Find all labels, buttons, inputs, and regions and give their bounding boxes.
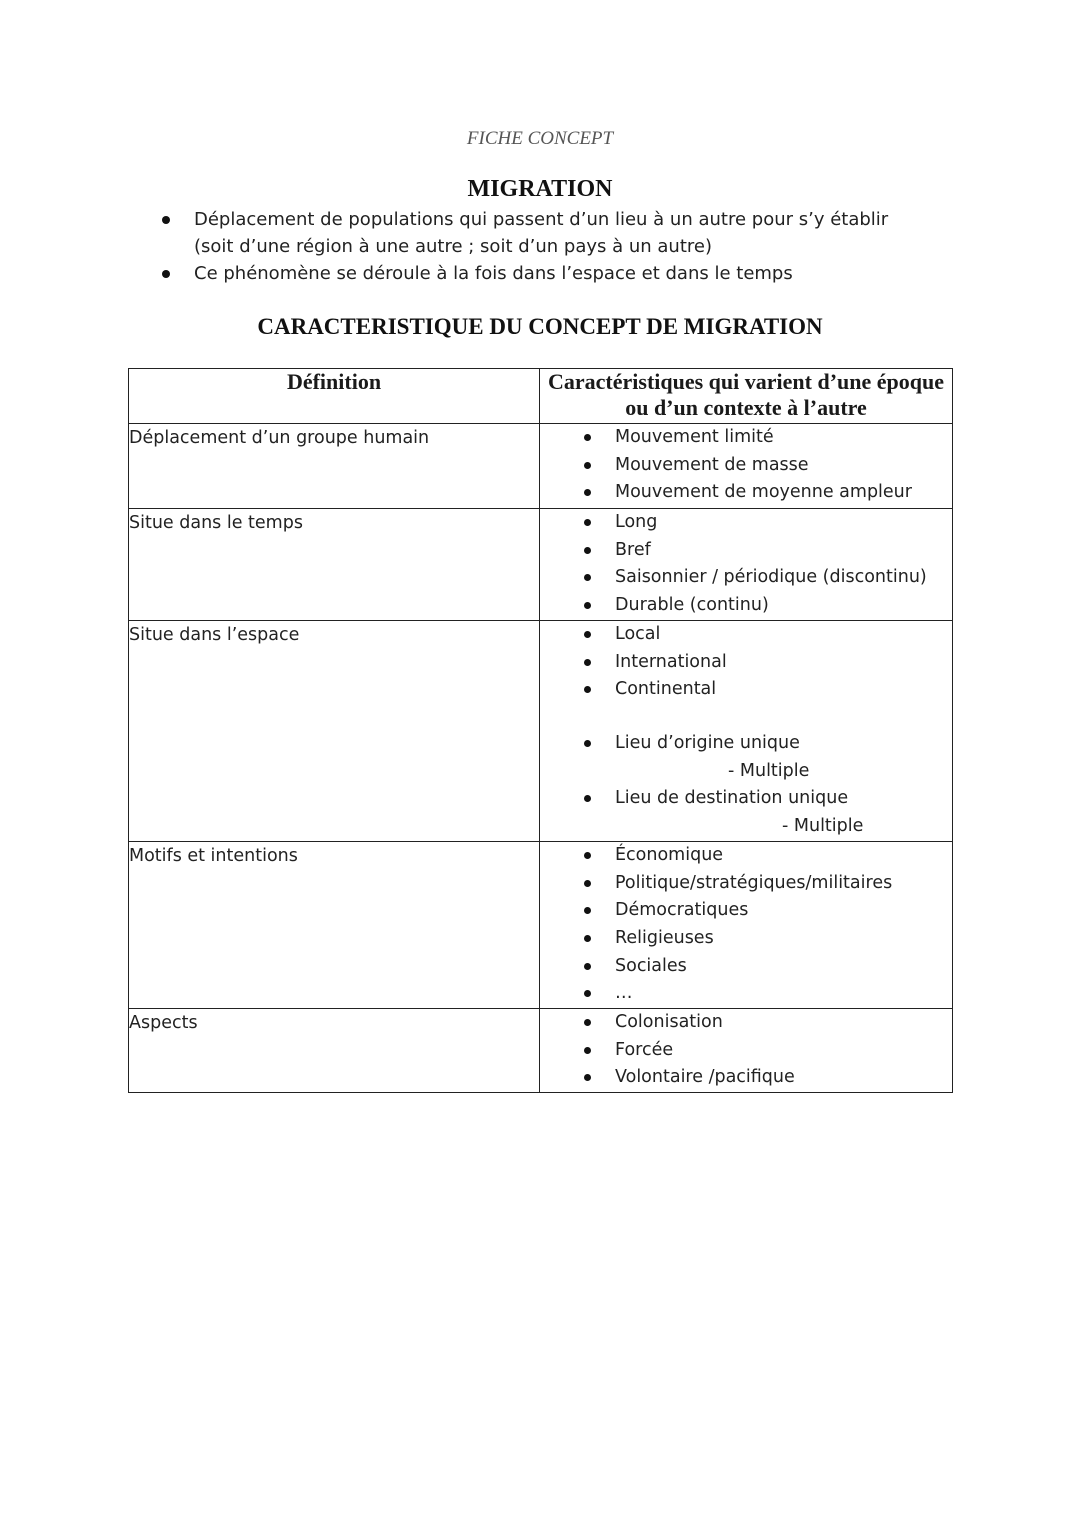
table-row: [129, 841, 953, 1008]
header-characteristics: Caractéristiques qui varient d’une époque ou d’un contexte à l’autre: [540, 369, 953, 424]
definition-cell: Situe dans l’espace: [129, 621, 540, 842]
list-item: Durable (continu): [540, 592, 952, 620]
document-title: MIGRATION: [467, 176, 613, 202]
characteristics-cell: [540, 1008, 953, 1092]
list-item: Sociales: [540, 953, 952, 981]
header-definition: Définition: [129, 369, 540, 424]
characteristics-cell: [540, 509, 953, 621]
list-item: Politique/stratégiques/militaires: [540, 870, 952, 898]
list-item: Long: [540, 509, 952, 537]
table-row: [129, 424, 953, 509]
table-header-row: [129, 369, 953, 424]
list-item: Saisonnier / périodique (discontinu): [540, 564, 952, 592]
intro-item: Ce phénomène se déroule à la fois dans l’espace et dans le temps: [160, 260, 920, 287]
list-item: Lieu d’origine unique: [540, 730, 952, 758]
list-item: Bref: [540, 537, 952, 565]
list-item: Mouvement de masse: [540, 452, 952, 480]
table-row: [129, 621, 953, 842]
characteristics-cell: [540, 621, 953, 842]
list-item: Local: [540, 621, 952, 649]
list-subitem: - Multiple: [782, 816, 864, 837]
characteristics-cell: [540, 424, 953, 509]
list-subitem: - Multiple: [728, 760, 810, 781]
list-item: Lieu de destination unique: [540, 785, 952, 813]
document-kicker: FICHE CONCEPT: [466, 128, 614, 149]
list-item: Forcée: [540, 1037, 952, 1065]
table-row: [129, 509, 953, 621]
concept-table: [128, 368, 953, 1093]
definition-cell: Motifs et intentions: [129, 841, 540, 1008]
definition-cell: Situe dans le temps: [129, 509, 540, 621]
table-row: [129, 1008, 953, 1092]
list-item: Religieuses: [540, 925, 952, 953]
list-spacer: [540, 704, 952, 730]
list-item: Économique: [540, 842, 952, 870]
definition-cell: Aspects: [129, 1008, 540, 1092]
intro-list: [160, 206, 920, 287]
list-item: …: [540, 980, 952, 1008]
list-item: Mouvement de moyenne ampleur: [540, 479, 952, 507]
list-item: Démocratiques: [540, 897, 952, 925]
intro-item: Déplacement de populations qui passent d’un lieu à un autre pour s’y établir (soit d’une région à une autre ; soit d’un pays à un autre): [160, 206, 920, 260]
characteristics-cell: [540, 841, 953, 1008]
definition-cell: Déplacement d’un groupe humain: [129, 424, 540, 509]
list-item: Colonisation: [540, 1009, 952, 1037]
list-item: Volontaire /pacifique: [540, 1064, 952, 1092]
section-title: CARACTERISTIQUE DU CONCEPT DE MIGRATION: [257, 314, 823, 339]
list-item: Mouvement limité: [540, 424, 952, 452]
list-item: Continental: [540, 676, 952, 704]
list-item: International: [540, 649, 952, 677]
